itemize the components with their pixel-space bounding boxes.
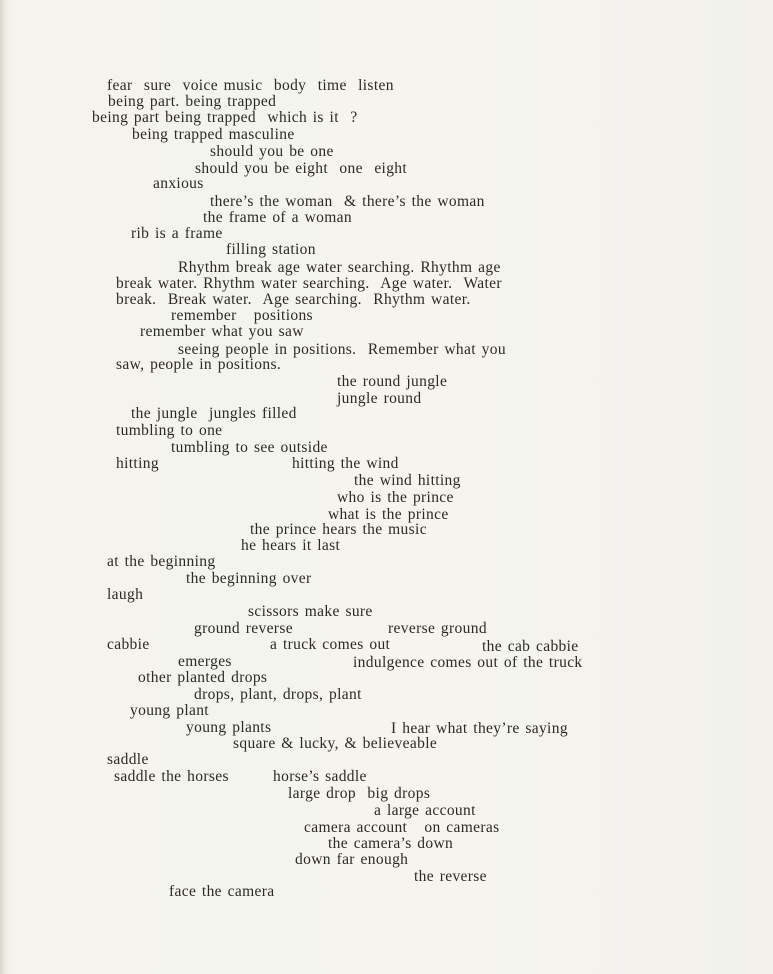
poem-line: the wind hitting	[354, 472, 461, 489]
poem-line: hitting the wind	[292, 455, 399, 472]
poem-line: ground reverse	[194, 620, 293, 637]
poem-line: the cab cabbie	[482, 638, 579, 655]
poem-line: saw, people in positions.	[116, 356, 282, 373]
poem-line: tumbling to one	[116, 422, 223, 439]
poem-line: face the camera	[169, 883, 275, 900]
poem-line: hitting	[116, 455, 159, 472]
poem-line: other planted drops	[138, 669, 268, 686]
poem-line: the round jungle	[337, 373, 448, 390]
poem-line: being part. being trapped	[108, 93, 277, 110]
poem-line: rib is a frame	[131, 225, 223, 242]
poem-line: emerges	[178, 653, 232, 670]
poem-line: laugh	[107, 586, 144, 603]
poem-line: there’s the woman & there’s the woman	[210, 193, 485, 210]
poem-line: break. Break water. Age searching. Rhythm water.	[116, 291, 471, 308]
poem-line: he hears it last	[241, 537, 341, 554]
poem-line: saddle the horses	[114, 768, 229, 785]
poem-line: I hear what they’re saying	[391, 720, 568, 737]
poem-line: break water. Rhythm water searching. Age water. Water	[116, 275, 502, 292]
poem-line: remember positions	[171, 307, 313, 324]
poem-line: the prince hears the music	[250, 521, 427, 538]
poem-line: seeing people in positions. Remember what you	[178, 341, 506, 358]
poem-line: reverse ground	[388, 620, 487, 637]
poem-line: should you be one	[210, 143, 334, 160]
poem-line: horse’s saddle	[273, 768, 367, 785]
poem-line: remember what you saw	[140, 323, 304, 340]
page-edge-shadow	[0, 0, 6, 974]
poem-line: young plants	[186, 719, 272, 736]
poem-line: down far enough	[295, 851, 409, 868]
poem-line: camera account on cameras	[304, 819, 500, 836]
poem-line: being trapped masculine	[132, 126, 295, 143]
poem-line: the reverse	[414, 868, 487, 885]
poem-line: what is the prince	[328, 506, 449, 523]
poem-line: who is the prince	[337, 489, 454, 506]
poem-line: fear sure voice music body time listen	[107, 77, 394, 94]
poem-line: filling station	[226, 241, 316, 258]
poem-line: saddle	[107, 751, 149, 768]
poem-line: the jungle jungles filled	[131, 405, 297, 422]
poem-line: should you be eight one eight	[195, 160, 408, 177]
poem-line: anxious	[153, 175, 204, 192]
poem-line: at the beginning	[107, 553, 216, 570]
poem-line: square & lucky, & believeable	[233, 735, 438, 752]
poem-line: indulgence comes out of the truck	[353, 654, 583, 671]
poem-line: the beginning over	[186, 570, 312, 587]
poem-line: jungle round	[337, 390, 422, 407]
poem-line: scissors make sure	[248, 603, 373, 620]
poem-line: tumbling to see outside	[171, 439, 328, 456]
poem-line: the camera’s down	[328, 835, 454, 852]
poem-line: the frame of a woman	[203, 209, 352, 226]
poem-line: cabbie	[107, 636, 150, 653]
poem-line: large drop big drops	[288, 785, 431, 802]
poem-line: a truck comes out	[270, 636, 391, 653]
poem-line: drops, plant, drops, plant	[194, 686, 362, 703]
poem-line: being part being trapped which is it ?	[92, 109, 358, 126]
poem-line: young plant	[130, 702, 209, 719]
poem-line: Rhythm break age water searching. Rhythm age	[178, 259, 501, 276]
poem-line: a large account	[374, 802, 476, 819]
